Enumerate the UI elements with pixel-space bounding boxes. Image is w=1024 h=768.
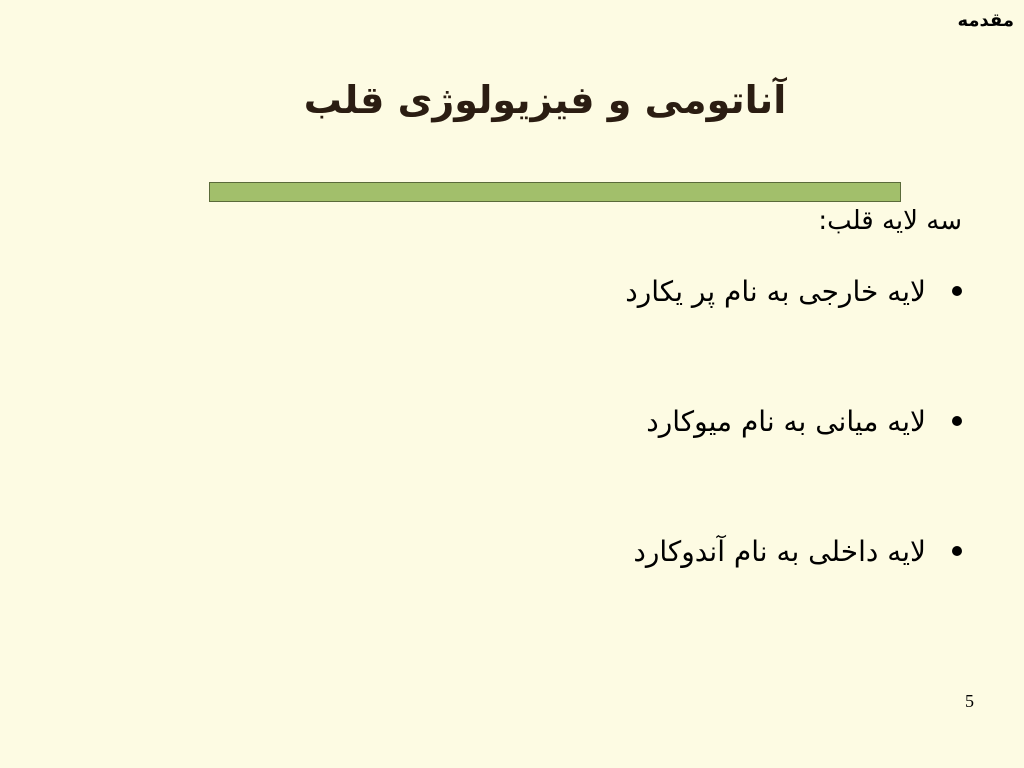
bullet-item-epicardium	[625, 268, 962, 314]
section-label: مقدمه	[957, 10, 1014, 31]
intro-text: سه لایه قلب:	[818, 206, 962, 236]
bullet-dot-icon	[952, 286, 962, 296]
bullet-dot-icon	[952, 546, 962, 556]
bullet-text: لایه داخلی به نام آندوکارد	[633, 534, 926, 568]
bullet-text: لایه خارجی به نام پر یکارد	[625, 274, 926, 308]
bullet-list	[625, 268, 962, 658]
page-number: 5	[965, 691, 974, 711]
bullet-item-myocardium	[625, 398, 962, 444]
bullet-dot-icon	[952, 416, 962, 426]
bullet-text: لایه میانی به نام میوکارد	[646, 404, 926, 438]
title-divider-bar	[209, 182, 901, 202]
slide-title: آناتومی و فیزیولوژی قلب	[303, 78, 787, 122]
bullet-item-endocardium	[625, 528, 962, 574]
